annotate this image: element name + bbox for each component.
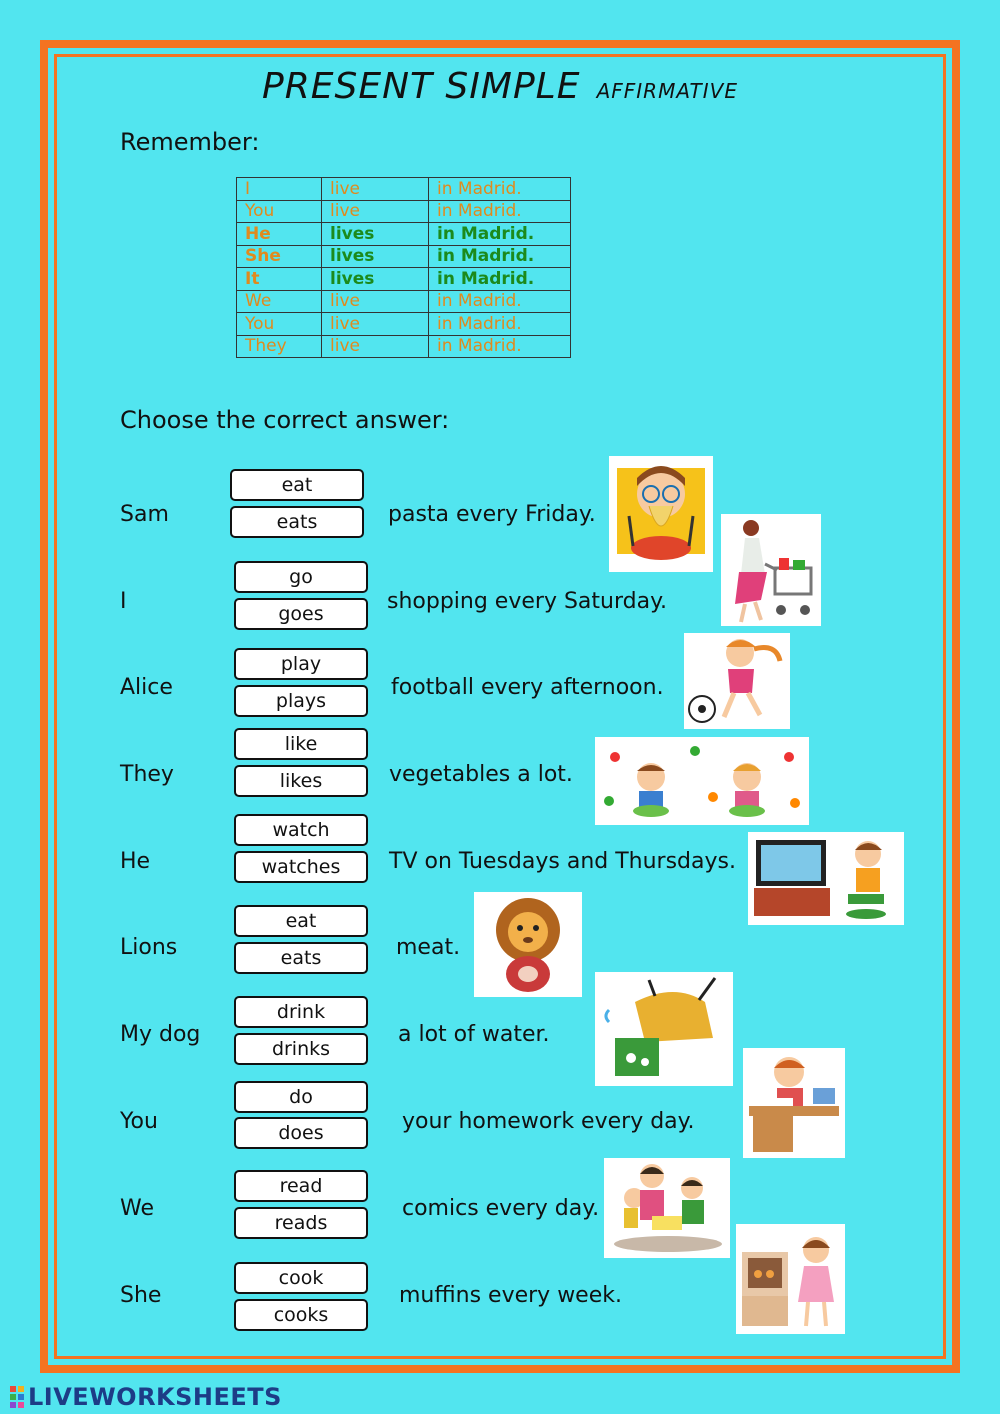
answer-option-button[interactable]: likes (234, 765, 368, 797)
exercise-sentence-end: TV on Tuesdays and Thursdays. (389, 849, 736, 874)
answer-option-button[interactable]: watch (234, 814, 368, 846)
conjugation-row (237, 335, 571, 358)
exercise-sentence-end: football every afternoon. (391, 675, 664, 700)
remember-heading: Remember: (120, 128, 260, 156)
conjugation-row (237, 200, 571, 223)
liveworksheets-logo-icon (10, 1386, 24, 1408)
exercise-subject: Sam (120, 502, 169, 527)
exercise-sentence-end: meat. (396, 935, 461, 960)
answer-option-button[interactable]: read (234, 1170, 368, 1202)
conjugation-verb: lives (322, 268, 429, 291)
answer-option-button[interactable]: like (234, 728, 368, 760)
conjugation-row (237, 268, 571, 291)
answer-option-button[interactable]: do (234, 1081, 368, 1113)
woman-with-shopping-cart-picture (721, 514, 821, 626)
conjugation-pronoun: I (237, 178, 322, 201)
family-reading-picture (604, 1158, 730, 1258)
conjugation-rest: in Madrid. (429, 223, 571, 246)
conjugation-pronoun: She (237, 245, 322, 268)
exercise-subject: I (120, 589, 127, 614)
conjugation-row (237, 178, 571, 201)
conjugation-rest: in Madrid. (429, 200, 571, 223)
girl-baking-muffins-picture (736, 1224, 845, 1334)
conjugation-row (237, 313, 571, 336)
conjugation-rest: in Madrid. (429, 245, 571, 268)
lion-with-meat-picture (474, 892, 582, 997)
answer-option-button[interactable]: cooks (234, 1299, 368, 1331)
answer-option-button[interactable]: eat (234, 905, 368, 937)
conjugation-verb: live (322, 178, 429, 201)
dog-drinking-water-picture (595, 972, 733, 1086)
conjugation-row (237, 290, 571, 313)
conjugation-rest: in Madrid. (429, 178, 571, 201)
conjugation-verb: live (322, 313, 429, 336)
title-sub: AFFIRMATIVE (596, 79, 738, 103)
exercise-subject: We (120, 1196, 154, 1221)
conjugation-pronoun: It (237, 268, 322, 291)
answer-option-button[interactable]: play (234, 648, 368, 680)
conjugation-verb: live (322, 335, 429, 358)
worksheet-title (0, 66, 1000, 107)
footer-logo (10, 1383, 282, 1411)
boy-eating-pasta-picture (609, 456, 713, 572)
exercise-subject: Lions (120, 935, 178, 960)
instruction-heading: Choose the correct answer: (120, 406, 450, 434)
boy-doing-homework-picture (743, 1048, 845, 1158)
conjugation-verb: lives (322, 245, 429, 268)
answer-option-button[interactable]: drinks (234, 1033, 368, 1065)
answer-option-button[interactable]: eats (234, 942, 368, 974)
conjugation-verb: live (322, 290, 429, 313)
exercise-subject: They (120, 762, 174, 787)
exercise-subject: You (120, 1109, 158, 1134)
footer-brand: LIVEWORKSHEETS (28, 1383, 282, 1411)
conjugation-row (237, 223, 571, 246)
conjugation-verb: lives (322, 223, 429, 246)
exercise-subject: Alice (120, 675, 173, 700)
conjugation-pronoun: He (237, 223, 322, 246)
answer-option-button[interactable]: eat (230, 469, 364, 501)
conjugation-row (237, 245, 571, 268)
exercise-subject: She (120, 1283, 162, 1308)
conjugation-rest: in Madrid. (429, 268, 571, 291)
answer-option-button[interactable]: go (234, 561, 368, 593)
kids-eating-vegetables-picture (595, 737, 809, 825)
answer-option-button[interactable]: does (234, 1117, 368, 1149)
conjugation-pronoun: We (237, 290, 322, 313)
answer-option-button[interactable]: reads (234, 1207, 368, 1239)
conjugation-rest: in Madrid. (429, 290, 571, 313)
title-main: PRESENT SIMPLE (262, 66, 581, 107)
boy-watching-tv-picture (748, 832, 904, 925)
answer-option-button[interactable]: drink (234, 996, 368, 1028)
exercise-sentence-end: vegetables a lot. (389, 762, 573, 787)
exercise-sentence-end: pasta every Friday. (388, 502, 596, 527)
exercise-subject: My dog (120, 1022, 201, 1047)
answer-option-button[interactable]: plays (234, 685, 368, 717)
conjugation-pronoun: They (237, 335, 322, 358)
answer-option-button[interactable]: goes (234, 598, 368, 630)
exercise-subject: He (120, 849, 151, 874)
exercise-sentence-end: muffins every week. (399, 1283, 622, 1308)
exercise-sentence-end: comics every day. (402, 1196, 600, 1221)
answer-option-button[interactable]: cook (234, 1262, 368, 1294)
conjugation-rest: in Madrid. (429, 335, 571, 358)
exercise-sentence-end: your homework every day. (402, 1109, 695, 1134)
exercise-sentence-end: a lot of water. (398, 1022, 550, 1047)
answer-option-button[interactable]: eats (230, 506, 364, 538)
girl-playing-football-picture (684, 633, 790, 729)
answer-option-button[interactable]: watches (234, 851, 368, 883)
exercise-sentence-end: shopping every Saturday. (387, 589, 667, 614)
conjugation-verb: live (322, 200, 429, 223)
conjugation-pronoun: You (237, 313, 322, 336)
conjugation-table (236, 177, 571, 358)
conjugation-pronoun: You (237, 200, 322, 223)
conjugation-rest: in Madrid. (429, 313, 571, 336)
